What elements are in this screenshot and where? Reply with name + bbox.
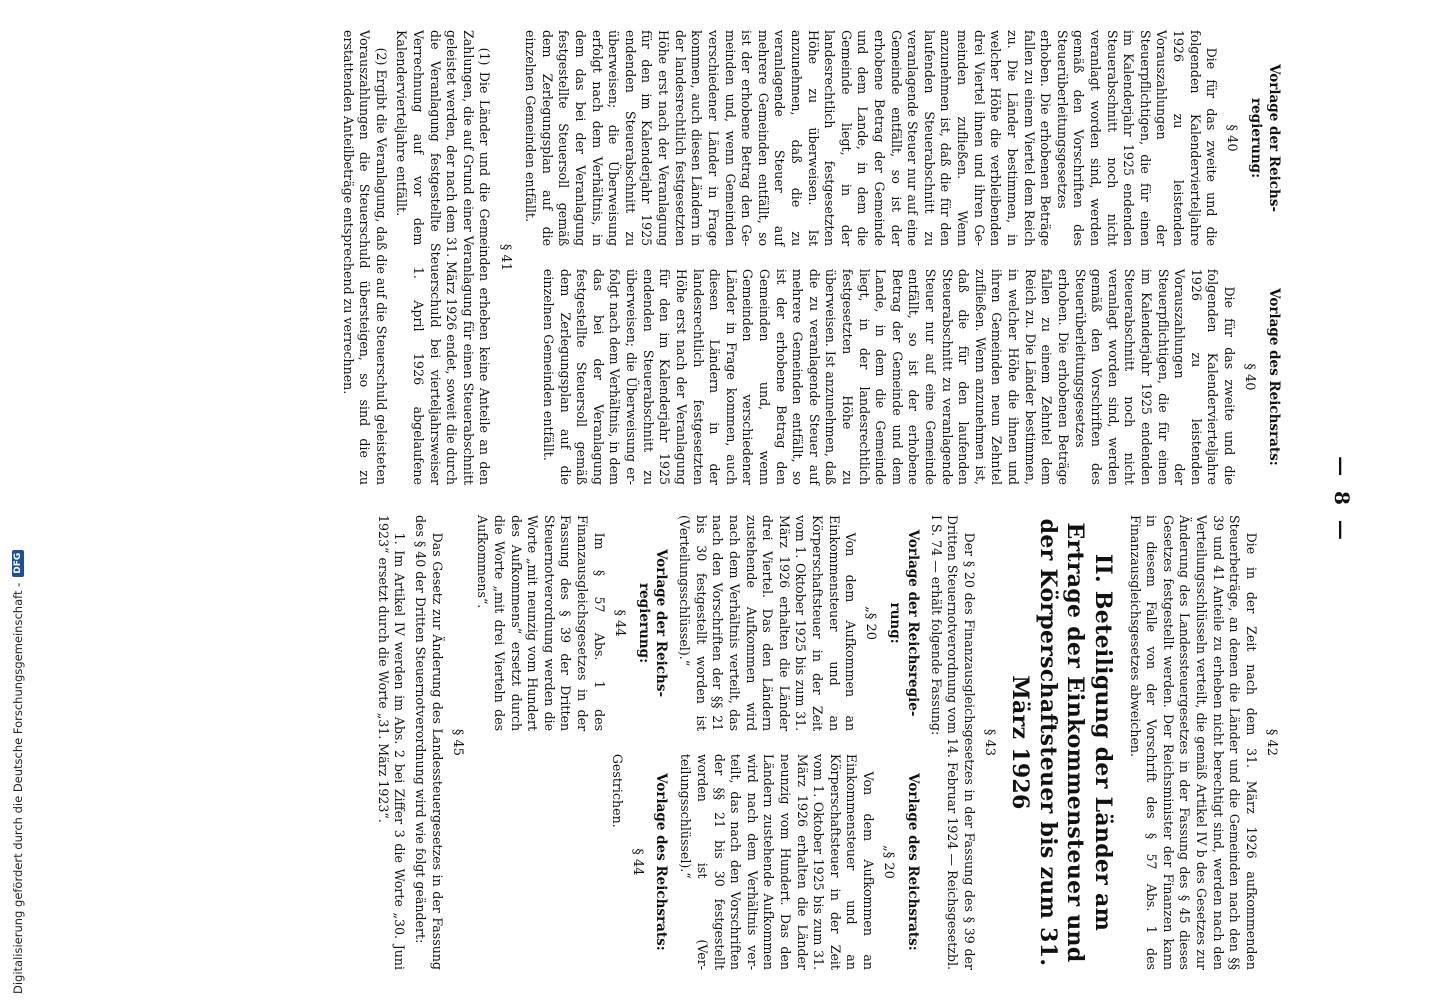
dfg-logo-icon: DFG	[12, 550, 24, 577]
para40-rat-text: Die für das zweite und die folgenden Kalendervierteljahre 1926 zu leistenden Vorauszahlungen der Steuerpflichtigen, die für einen im Kalenderjahr 1925 endenden Steuerabschnitt noch nicht veranlagt worden sind, werden gemäß den Vorschriften des Steuerüberleitungsgesetzes erhoben. Die erhobenen Beträge fallen zu einem Zehntel dem Reich zu. Die Länder bestimmen, in welcher Höhe die ihnen und ihren Gemeinden neun Zehntel zufließen. Wenn anzunehmen ist, daß die für den laufenden Steuerabschnitt zu veranlagende Steuer nur auf eine Gemeinde entfällt, so ist der erhobene Betrag der Gemeinde und dem Lande, in dem die Gemeinde liegt, in der landesrechtlich festgesetzten Höhe zu überweisen. Ist anzunehmen, daß die zu veranlagende Steuer auf mehrere Gemeinden entfällt, so ist der erhobene Betrag den Gemeinden und, wenn Gemeinden verschiedener Länder in Frage kommen, auch diesen Ländern in der landesrechtlich festgesetzten Höhe erst nach der Veranlagung für den im Kalenderjahr 1925 endenden Steuerabschnitt zu überweisen; die Überweisung erfolgt nach dem Verhältnis, in dem das bei der Veranlagung festgestellte Steuersoll gemäß dem Zerlegungsplan auf die einzelnen Gemeinden entfällt.	[541, 268, 1238, 485]
gov-draft-heading-44: Vorlage der Reichsregierung:	[635, 549, 670, 698]
para43-intro: Der § 20 des Finanzausgleichsgesetzes in der Fassung des § 39 der Dritten Steuernotverordnung vom 14. Februar 1924 — Reichsgesetzbl. I S. 74 — erhält folgende Fassung:	[928, 515, 977, 970]
rat44-text: Gestrichen.	[609, 753, 625, 828]
rat20-text: Von dem Aufkommen an Einkommensteuer und an Körperschaftsteuer in der Zeit vom 1. Oktober 1925 bis zum 31. März 1926 erhalten die Länder neunzig vom Hundert. Das den Ländern zustehende Aufkommen wird nach dem Verhältnis verteilt, das nach den Vorschriften der §§ 21 bis 30 festgestellt worden ist (Verteilungsschlüssel).“	[678, 753, 877, 970]
gov44-text: Im § 57 Abs. 1 des Finanzausgleichsgesetzes in der Fassung des § 39 der Dritten Steuernotverordnung werden die Worte „mit neunzig vom Hundert des Aufkommens“ ersetzt durch die Worte „mit drei Vierteln des Aufkommens“.	[475, 515, 607, 732]
left-column	[335, 30, 1284, 485]
para45-title: § 45	[449, 728, 465, 757]
rat-draft-column-44	[470, 754, 672, 970]
para40-comparison	[518, 30, 1284, 485]
rat-draft-heading-20: Vorlage des Reichsrats:	[904, 773, 921, 951]
para20-comparison	[672, 515, 923, 970]
rat-draft-column	[518, 269, 1284, 485]
para42-title: § 42	[1264, 728, 1279, 757]
para40-title-gov: § 40	[1224, 124, 1240, 152]
rat44-title: § 44	[629, 848, 645, 876]
section-title: II. Beteiligung der Länder am Ertrage der Einkommensteuer und der Körperschaftsteuer bis zum 31. März 1926	[1007, 518, 1116, 967]
para45-paragraph-2: 1. Im Artikel IV werden im Abs. 2 bei Ziffer 3 die Worte „30. Juni 1923“ ersetzt durch die Worte „31. März 1923“.	[375, 515, 408, 970]
para41-title: § 41	[497, 243, 513, 272]
para41-paragraph-1: (1) Die Länder und die Gemeinden erheben keine Anteile an den Zahlungen, die auf Grund einer Veranlagung für einen Steuerabschnitt geleistet werden, der nach dem 31. März 1926 endet, soweit die durch die Veranlagung festgestellte Steuerschuld bei vierteljahrsweiser Verrechnung auf vor dem 1. April 1926 abgelaufene Kalendervierteljahre entfällt.	[394, 30, 493, 485]
rat-draft-heading: Vorlage des Reichsrats:	[1266, 288, 1282, 466]
rat20-title: „§ 20	[881, 844, 897, 879]
right-column	[370, 515, 1284, 970]
gov-draft-heading-20: Vorlage der Reichsregierung:	[887, 529, 921, 717]
rat-draft-column-20	[672, 754, 923, 970]
gov20-title: „§ 20	[863, 606, 879, 641]
para40-title-rat: § 40	[1242, 363, 1258, 391]
para41-paragraph-2: (2) Ergibt die Veranlagung, daß die auf die Steuerschuld geleisteten Vorauszahlungen die Steuerschuld übersteigen, so sind die zu erstattenden Anteilbeträge entsprechend zu verrechnen.	[340, 30, 389, 485]
para43-title: § 43	[981, 728, 997, 757]
digitization-footer	[8, 0, 28, 994]
para44-comparison	[470, 515, 672, 970]
gov-draft-column	[518, 30, 1284, 246]
gov-draft-column-44	[470, 515, 672, 731]
page-content	[84, 30, 1284, 970]
page-number: — 8 —	[1330, 456, 1354, 544]
rat-draft-heading-44: Vorlage des Reichsrats:	[653, 773, 670, 951]
para45-paragraph-1: Das Gesetz zur Änderung des Landessteuergesetzes in der Fassung des § 40 der Dritten Steuernotverordnung wird wie folgt geändert:	[413, 515, 445, 970]
gov20-text: Von dem Aufkommen an Einkommensteuer und an Körperschaftsteuer in der Zeit vom 1. Oktober 1925 bis zum 31. März 1926 erhalten die Länder drei Viertel. Das den Ländern zustehende Aufkommen wird nach dem Verhältnis verteilt, das nach den Vorschriften der §§ 21 bis 30 festgestellt worden ist (Verteilungsschlüssel).“	[677, 515, 859, 732]
para42-text: Die in der Zeit nach dem 31. März 1926 aufkommenden Steuerbeträge, an denen die Länder und die Gemeinden nach den §§ 39 und 41 Anteile zu erheben nicht berechtigt sind, werden nach den Verteilungsschlüsseln verteilt, die gemäß Artikel IV b des Gesetzes zur Änderung des Landessteuergesetzes in der Fassung des § 45 dieses Gesetzes festgestellt werden. Der Reichsminister der Finanzen kann in diesem Falle von der Vorschrift des § 57 Abs. 1 des Finanzausgleichsgesetzes abweichen.	[1127, 515, 1259, 970]
gov44-title: § 44	[611, 609, 627, 637]
para40-gov-text: Die für das zweite und die folgenden Kalendervierteljahre 1926 zu leistenden Vorauszahlungen der Steuerpflichtigen, die für einen im Kalenderjahr 1925 endenden Steuerabschnitt noch nicht veranlagt worden sind, werden gemäß den Vorschriften des Steuerüberleitungsgesetzes erhoben. Die erhobenen Beträge fallen zu einem Viertel dem Reich zu. Die Länder bestimmen, in welcher Höhe die verbleibenden drei Viertel ihnen und ihren Gemeinden zufließen. Wenn anzunehmen ist, daß die für den laufenden Steuerabschnitt zu veranlagende Steuer nur auf eine Gemeinde entfällt, so ist der erhobene Betrag der Gemeinde und dem Lande, in dem die Gemeinde liegt, in der landesrechtlich festgesetzten Höhe zu überweisen. Ist anzunehmen, daß die zu veranlagende Steuer auf mehrere Gemeinden entfällt, so ist der erhobene Betrag den Gemeinden und, wenn Gemeinden verschiedener Länder in Frage kommen, auch diesen Ländern in der landesrechtlich festgesetzten Höhe erst nach der Veranlagung für den im Kalenderjahr 1925 endenden Steuerabschnitt zu überweisen; die Überweisung erfolgt nach dem Verhältnis, in dem das bei der Veranlagung festgestellte Steuersoll gemäß dem Zerlegungsplan auf die einzelnen Gemeinden entfällt.	[523, 30, 1220, 247]
footer-text: Digitalisierung gefördert durch die Deutsche Forschungsgemeinschaft -	[11, 582, 25, 994]
gov-draft-heading: Vorlage der Reichsregierung:	[1248, 64, 1282, 213]
gov-draft-column-20	[672, 515, 923, 731]
